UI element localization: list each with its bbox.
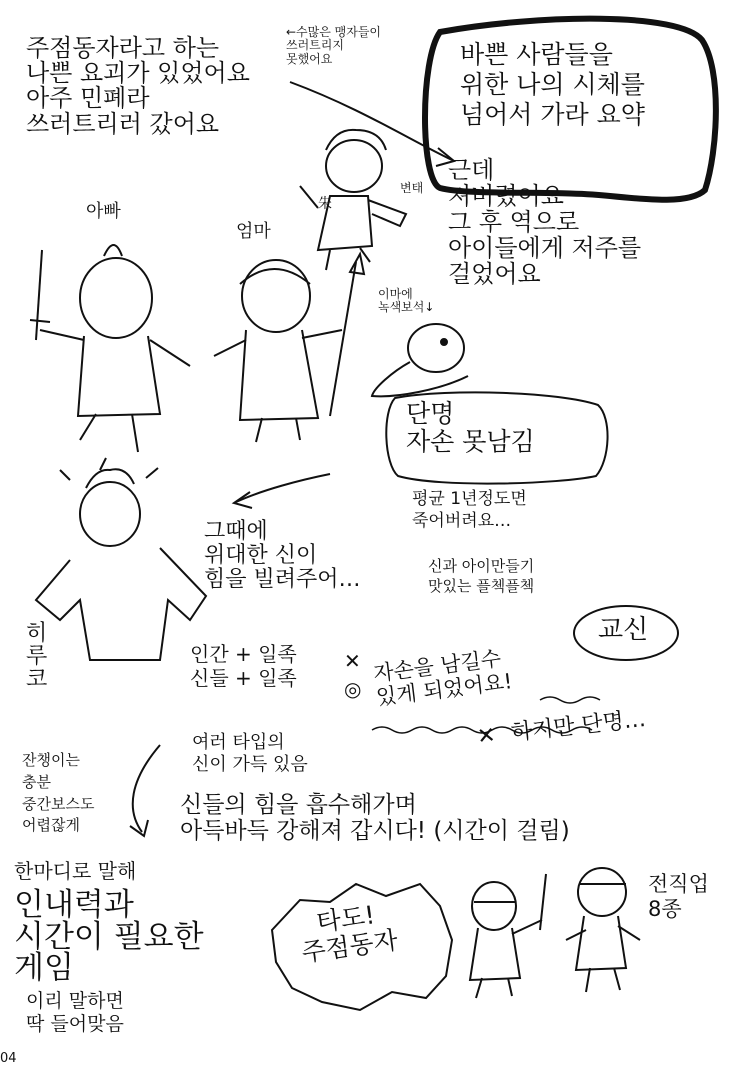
average-lifespan-text: 평균 1년정도면 죽어버려요… (412, 489, 527, 532)
character-hiruko (36, 458, 206, 660)
god-child-note: 신과 아이만들기 맛있는 플첵플첵 (428, 557, 535, 596)
defeat-curse-text: 근데 져버렸어요 그 후 역으로 아이들에게 저주를 걸었어요 (448, 156, 642, 288)
summary-small: 한마디로 말해 (14, 859, 137, 883)
god-types-text: 여러 타입의 신이 가득 있음 (192, 732, 308, 775)
page-number: 04 (0, 1051, 17, 1066)
but-short-lived-text: 하지만 단명… (509, 706, 648, 746)
character-father (30, 245, 190, 452)
character-warrior-2 (566, 868, 640, 992)
god-help-text: 그때에 위대한 신이 힘을 빌려주어… (204, 519, 361, 593)
classes-text: 전직업 8종 (648, 872, 709, 922)
descendants-text: 자손을 남길수 있게 되었어요! (372, 646, 514, 710)
label-dad: 아빠 (86, 201, 121, 222)
note-green-gem: 이마에 녹색보석↓ (378, 287, 435, 315)
label-hiruko: 히 루 코 (26, 621, 48, 693)
formula-text: 인간 + 일족 신들 + 일족 (190, 642, 297, 690)
label-pervert: 변태 (400, 181, 424, 195)
character-warrior-1 (470, 874, 546, 998)
character-shutendoji (300, 130, 406, 270)
shirt-kanji: 朱 (318, 196, 332, 212)
arrow-to-god (236, 474, 330, 502)
tado-text: 타도! 주점동자 (299, 900, 400, 967)
arrow-to-absorb (133, 745, 160, 832)
mark-bad: ✕ (475, 723, 497, 750)
zako-note: 잔챙이는 충분 중간보스도 어렵잖게 (22, 751, 95, 835)
speech-bubble-text: 바쁜 사람들을 위한 나의 시체를 넘어서 가라 요약 (460, 40, 645, 129)
mark-x: ✕ (344, 649, 361, 673)
curse-box-text: 단명 자손 못남김 (406, 399, 535, 456)
intro-text: 주점동자라고 하는 나쁜 요괴가 있었어요 아주 민폐라 쓰러트리러 갔어요 (26, 34, 250, 138)
fits-perfectly-text: 이리 말하면 딱 들어맞음 (26, 990, 124, 1035)
mark-double-circle: ◎ (344, 677, 362, 701)
note-countless-failed: ←수많은 맹자들이 쓰러트리지 못했어요 (286, 25, 382, 66)
summary-big: 인내력과 시간이 필요한 게임 (14, 887, 204, 987)
label-mom: 엄마 (236, 221, 271, 242)
character-cursed-child (372, 324, 468, 396)
character-mother (214, 254, 364, 442)
kyoushin-label: 교신 (598, 615, 649, 645)
absorb-power-text: 신들의 힘을 흡수해가며 아득바득 강해져 갑시다! (시간이 걸림) (180, 792, 570, 845)
